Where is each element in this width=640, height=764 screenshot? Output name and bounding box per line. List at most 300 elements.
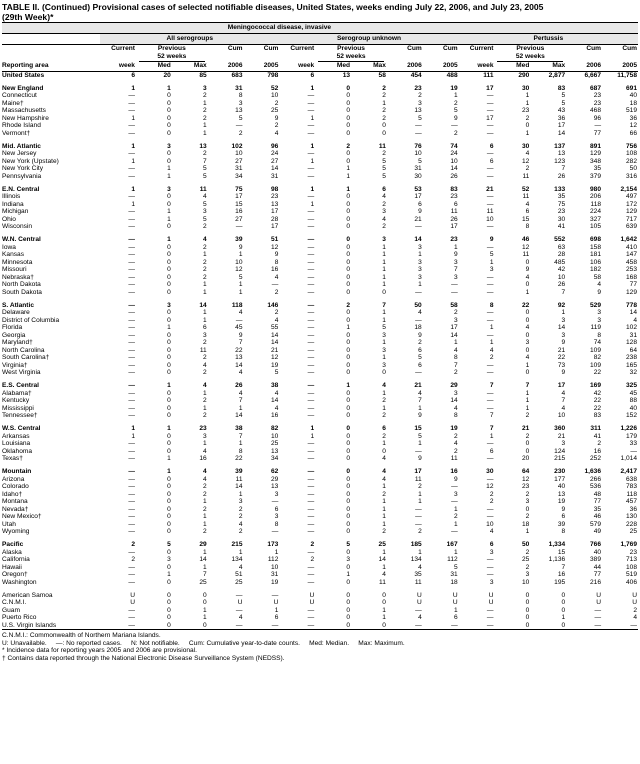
value-cell: 1 <box>382 266 386 273</box>
value-cell: 3 <box>561 331 566 339</box>
reporting-area-cell: New England <box>2 84 44 92</box>
footnotes <box>2 632 638 662</box>
region-row <box>2 85 638 93</box>
value-cell: 1 <box>382 316 386 324</box>
value-cell: 519 <box>625 571 637 578</box>
value-cell: 8 <box>274 258 279 266</box>
value-cell: 23 <box>557 208 566 215</box>
value-cell: 1 <box>346 185 351 193</box>
value-cell: 1 <box>418 498 422 505</box>
value-cell: 0 <box>167 578 171 586</box>
value-cell: 83 <box>557 84 566 92</box>
value-cell: 2 <box>633 606 637 614</box>
value-cell: 13 <box>557 150 566 157</box>
value-cell: 42 <box>593 389 602 397</box>
value-cell: 4 <box>382 455 386 462</box>
value-cell: 17 <box>486 84 494 92</box>
value-cell: — <box>307 404 315 412</box>
value-cell: 27 <box>235 157 243 165</box>
value-cell: 1 <box>525 92 530 99</box>
value-cell: 4 <box>203 236 207 243</box>
value-cell: 14 <box>271 331 279 339</box>
value-cell: 2 <box>382 412 386 419</box>
value-cell: 2 <box>525 165 530 172</box>
value-cell: 8 <box>453 412 458 419</box>
value-cell: 165 <box>625 361 637 369</box>
value-cell: 11,758 <box>617 71 637 79</box>
disease-table <box>2 22 638 630</box>
super-header: Meningococcal disease, invasive <box>100 23 459 34</box>
value-cell: 0 <box>525 346 530 354</box>
value-cell: 11 <box>450 455 458 462</box>
value-cell: 75 <box>557 200 566 208</box>
value-cell: 0 <box>346 548 351 556</box>
value-cell: — <box>415 505 422 513</box>
value-cell: 2 <box>346 301 351 309</box>
value-cell: 0 <box>346 84 351 92</box>
value-cell: 0 <box>346 520 351 528</box>
value-cell: 52 <box>522 185 530 193</box>
reporting-area-cell: Montana <box>2 498 28 505</box>
value-cell: 158 <box>590 243 602 251</box>
reporting-area-cell: Iowa <box>2 243 16 251</box>
value-cell: 1 <box>382 99 386 107</box>
value-cell: 38 <box>271 382 279 389</box>
value-cell: 51 <box>235 571 243 578</box>
table-row <box>2 216 638 224</box>
value-cell: 0 <box>167 157 171 165</box>
value-cell: — <box>279 622 315 630</box>
value-cell: 0 <box>346 455 351 462</box>
value-cell: 23 <box>414 84 422 92</box>
hdr-col-14: 2006 <box>566 62 602 72</box>
value-cell: 9 <box>453 114 458 122</box>
value-cell: 62 <box>271 468 279 475</box>
value-cell: 0 <box>525 309 530 316</box>
value-cell: 5 <box>418 354 422 361</box>
value-cell: 1 <box>203 99 207 107</box>
value-cell: 5 <box>382 165 386 172</box>
value-cell: 7 <box>238 432 243 440</box>
value-cell: 1 <box>310 425 315 432</box>
value-cell: 2 <box>525 548 530 556</box>
hdr-col-9: 2006 <box>387 62 423 72</box>
value-cell: — <box>566 622 602 630</box>
value-cell: 16 <box>450 468 458 475</box>
value-cell: — <box>128 505 135 513</box>
value-cell: 2 <box>203 397 207 404</box>
value-cell: 15 <box>414 425 422 432</box>
value-cell: 83 <box>450 185 458 193</box>
value-cell: 1 <box>131 142 135 150</box>
table-row <box>2 259 638 267</box>
reporting-area-cell: Wisconsin <box>2 223 33 230</box>
value-cell: — <box>307 369 315 376</box>
value-cell: 2 <box>453 369 458 376</box>
table-row <box>2 521 638 529</box>
value-cell: 0 <box>525 258 530 266</box>
value-cell: 19 <box>271 578 279 586</box>
value-cell: 468 <box>590 107 602 114</box>
value-cell: 1 <box>382 548 386 556</box>
value-cell: 58 <box>378 71 386 79</box>
value-cell: 552 <box>554 236 566 243</box>
value-cell: 3 <box>489 548 494 556</box>
value-cell: 1 <box>203 606 207 614</box>
value-cell: 35 <box>414 571 422 578</box>
value-cell: 0 <box>167 251 171 258</box>
value-cell: 379 <box>590 172 602 180</box>
table-row <box>2 281 638 289</box>
value-cell: — <box>235 591 243 599</box>
value-cell: — <box>486 223 494 230</box>
value-cell: 10 <box>271 563 279 571</box>
table-row <box>2 397 638 405</box>
value-cell: 4 <box>203 193 207 200</box>
value-cell: 169 <box>590 382 602 389</box>
value-cell: — <box>128 107 135 114</box>
value-cell: — <box>128 346 135 354</box>
reporting-area-cell: Delaware <box>2 309 30 316</box>
reporting-area-cell: Guam <box>2 606 20 614</box>
value-cell: 579 <box>590 520 602 528</box>
value-cell: 33 <box>629 440 637 447</box>
value-cell: — <box>128 251 135 258</box>
value-cell: 17 <box>557 382 566 389</box>
value-cell: 1 <box>167 172 171 180</box>
value-cell: 891 <box>590 142 602 150</box>
value-cell: 0 <box>525 591 530 599</box>
value-cell: 11 <box>235 475 243 483</box>
value-cell: 0 <box>525 316 530 324</box>
value-cell: 11 <box>450 208 458 215</box>
value-cell: 18 <box>522 520 530 528</box>
value-cell: — <box>307 301 315 309</box>
value-cell: — <box>271 281 279 288</box>
value-cell: 3 <box>489 266 494 273</box>
value-cell: 0 <box>346 447 351 455</box>
table-row <box>2 571 638 579</box>
value-cell: 2 <box>382 528 386 535</box>
value-cell: 19 <box>557 498 566 505</box>
value-cell: 0 <box>167 193 171 200</box>
table-row <box>2 483 638 491</box>
value-cell: 215 <box>231 541 243 548</box>
value-cell: — <box>486 563 494 571</box>
value-cell: 6 <box>418 361 422 369</box>
value-cell: 88 <box>629 397 637 404</box>
value-cell: 0 <box>382 599 386 606</box>
value-cell: — <box>307 483 315 490</box>
value-cell: 0 <box>346 193 351 200</box>
value-cell: 134 <box>231 556 243 563</box>
hdr-cum: Cum <box>263 45 279 53</box>
reporting-area-cell: Indiana <box>2 200 24 208</box>
value-cell: 1 <box>382 389 386 397</box>
value-cell: 1 <box>382 339 386 346</box>
value-cell: 2 <box>274 309 279 316</box>
value-cell: 22 <box>522 301 530 309</box>
value-cell: 529 <box>590 301 602 309</box>
value-cell: 3 <box>561 316 566 324</box>
value-cell: 2 <box>382 432 386 440</box>
value-cell: 21 <box>271 346 279 354</box>
value-cell: 4 <box>489 346 494 354</box>
value-cell: 0 <box>525 614 530 621</box>
reporting-area-cell: Virginia† <box>2 361 28 369</box>
value-cell: 3 <box>418 266 422 273</box>
value-cell: 36 <box>557 114 566 122</box>
value-cell: 21 <box>557 432 566 440</box>
value-cell: 5 <box>418 432 422 440</box>
value-cell: 25 <box>629 528 637 535</box>
reporting-area-cell: Pacific <box>2 541 24 548</box>
table-row <box>2 158 638 166</box>
table-row <box>2 448 638 456</box>
reporting-area-cell: South Carolina† <box>2 354 50 361</box>
value-cell: — <box>486 129 494 137</box>
value-cell: 14 <box>629 309 637 316</box>
value-cell: 38 <box>235 425 243 432</box>
value-cell: 4 <box>561 389 566 397</box>
value-cell: 0 <box>167 397 171 404</box>
value-cell: 1 <box>310 157 315 165</box>
value-cell: — <box>128 361 135 369</box>
value-cell: 1 <box>382 505 386 513</box>
value-cell: 2 <box>453 513 458 520</box>
value-cell: 2 <box>453 309 458 316</box>
value-cell: 2 <box>203 505 207 513</box>
value-cell: 3 <box>238 99 243 107</box>
value-cell: 2 <box>274 122 279 129</box>
table-row <box>2 622 638 630</box>
value-cell: 0 <box>346 591 351 599</box>
value-cell: 0 <box>167 513 171 520</box>
value-cell: 10 <box>486 215 494 223</box>
value-cell: — <box>128 404 135 412</box>
value-cell: 717 <box>625 215 637 223</box>
value-cell: 0 <box>346 339 351 346</box>
value-cell: 31 <box>414 165 422 172</box>
value-cell: 31 <box>235 84 243 92</box>
table-row <box>2 289 638 297</box>
value-cell: 5 <box>453 107 458 114</box>
value-cell: — <box>307 99 315 107</box>
value-cell: 0 <box>346 150 351 157</box>
reporting-area-cell: Louisiana <box>2 440 31 447</box>
value-cell: 98 <box>271 185 279 193</box>
value-cell: U <box>273 599 279 606</box>
value-cell: 29 <box>199 541 207 548</box>
value-cell: 1 <box>418 251 422 258</box>
value-cell: 0 <box>346 369 351 376</box>
reporting-area-cell: Idaho† <box>2 490 23 498</box>
value-cell: 2 <box>274 288 279 296</box>
reporting-area-cell: Minnesota <box>2 258 33 266</box>
value-cell: 23 <box>522 483 530 490</box>
value-cell: 0 <box>167 129 171 137</box>
value-cell: 2 <box>131 541 135 548</box>
hdr-col-3: Max <box>172 62 208 72</box>
value-cell: 0 <box>167 339 171 346</box>
value-cell: 1 <box>418 490 422 498</box>
table-row <box>2 491 638 499</box>
value-cell: 485 <box>554 258 566 266</box>
reporting-area-cell: Washington <box>2 578 37 586</box>
value-cell: 4 <box>453 404 458 412</box>
value-cell: 3 <box>418 243 422 251</box>
value-cell: 0 <box>346 498 351 505</box>
value-cell: — <box>415 223 422 230</box>
value-cell: 11 <box>378 142 386 150</box>
value-cell: 3 <box>203 432 207 440</box>
value-cell: 0 <box>346 288 351 296</box>
value-cell: 1,769 <box>620 541 637 548</box>
value-cell: 11 <box>414 475 422 483</box>
value-cell: 14 <box>271 397 279 404</box>
hdr-col-6: week <box>279 62 315 72</box>
value-cell: 111 <box>483 71 494 79</box>
value-cell: — <box>486 614 494 621</box>
value-cell: 4 <box>238 369 243 376</box>
value-cell: 1 <box>131 425 135 432</box>
value-cell: 7 <box>561 397 566 404</box>
value-cell: 0 <box>346 412 351 419</box>
value-cell: 18 <box>629 99 637 107</box>
value-cell: — <box>128 193 135 200</box>
value-cell: 4 <box>274 316 279 324</box>
reporting-area-cell: Mid. Atlantic <box>2 142 41 150</box>
value-cell: 2 <box>418 483 422 490</box>
table-row <box>2 564 638 572</box>
value-cell: 5 <box>382 157 386 165</box>
value-cell: 1 <box>525 129 530 137</box>
value-cell: — <box>307 273 315 281</box>
table-row <box>2 476 638 484</box>
table-row <box>2 100 638 108</box>
value-cell: — <box>128 354 135 361</box>
value-cell: 102 <box>625 324 637 331</box>
value-cell: — <box>602 622 638 630</box>
value-cell: 1 <box>382 483 386 490</box>
value-cell: 290 <box>518 71 530 79</box>
value-cell: — <box>128 165 135 172</box>
value-cell: — <box>128 273 135 281</box>
value-cell: 8 <box>489 301 494 309</box>
value-cell: 0 <box>167 288 171 296</box>
value-cell: — <box>244 622 280 630</box>
value-cell: 4 <box>274 273 279 281</box>
value-cell: 3 <box>382 208 386 215</box>
reporting-area-cell: Nevada† <box>2 505 29 513</box>
reporting-area-cell: Arkansas <box>2 432 30 440</box>
value-cell: 9 <box>489 236 494 243</box>
value-cell: 7 <box>561 288 566 296</box>
value-cell: 96 <box>593 114 602 122</box>
table-row <box>2 579 638 587</box>
value-cell: — <box>486 513 494 520</box>
reporting-area-cell: West Virginia <box>2 369 41 376</box>
value-cell: 3 <box>274 513 279 520</box>
value-cell: 44 <box>593 563 602 571</box>
value-cell: 12 <box>522 243 530 251</box>
value-cell: 8 <box>597 331 602 339</box>
value-cell: U <box>488 591 494 599</box>
reporting-area-cell: Utah <box>2 520 16 528</box>
value-cell: 713 <box>625 556 637 563</box>
value-cell: — <box>307 92 315 99</box>
value-cell: — <box>307 490 315 498</box>
value-cell: 6 <box>310 71 315 79</box>
value-cell: 0 <box>346 404 351 412</box>
value-cell: 4 <box>525 200 530 208</box>
value-cell: 50 <box>629 165 637 172</box>
value-cell: 17 <box>271 208 279 215</box>
value-cell: 4 <box>525 273 530 281</box>
value-cell: 8 <box>274 520 279 528</box>
reporting-area-cell: Wyoming <box>2 528 30 535</box>
value-cell: 10 <box>414 150 422 157</box>
value-cell: 215 <box>554 455 566 462</box>
value-cell: 11 <box>414 578 422 586</box>
value-cell: 7 <box>238 339 243 346</box>
value-cell: — <box>307 606 315 614</box>
value-cell: 0 <box>167 483 171 490</box>
value-cell: 14 <box>557 324 566 331</box>
reporting-area-cell: Texas† <box>2 455 23 462</box>
reporting-area-cell: Maryland† <box>2 339 33 346</box>
reporting-area-cell: Connecticut <box>2 92 37 99</box>
value-cell: — <box>307 266 315 273</box>
value-cell: 3 <box>382 346 386 354</box>
value-cell: 85 <box>199 71 207 79</box>
value-cell: 21 <box>557 346 566 354</box>
reporting-area-cell: W.N. Central <box>2 236 41 243</box>
value-cell: 488 <box>446 71 458 79</box>
value-cell: 2 <box>382 114 386 122</box>
value-cell: 1 <box>238 251 243 258</box>
value-cell: 1 <box>489 258 494 266</box>
value-cell: 1 <box>203 440 207 447</box>
value-cell: 0 <box>346 99 351 107</box>
hdr-col-1: week <box>100 62 136 72</box>
value-cell: 5 <box>203 215 207 223</box>
value-cell: 1 <box>310 114 315 122</box>
value-cell: 3 <box>382 331 386 339</box>
value-cell: 26 <box>557 281 566 288</box>
value-cell: U <box>632 591 637 599</box>
value-cell: 0 <box>346 223 351 230</box>
value-cell: 2 <box>525 412 530 419</box>
value-cell: 638 <box>625 475 637 483</box>
value-cell: 4 <box>453 440 458 447</box>
reporting-area-cell: United States <box>2 71 45 79</box>
reporting-area-cell: Ohio <box>2 215 16 223</box>
value-cell: 0 <box>346 273 351 281</box>
value-cell: 10 <box>557 273 566 281</box>
hdr-col-11: week <box>459 62 495 72</box>
value-cell: 14 <box>235 361 243 369</box>
value-cell: 22 <box>593 369 602 376</box>
value-cell: 5 <box>238 114 243 122</box>
value-cell: 1 <box>238 440 243 447</box>
value-cell: 4 <box>453 346 458 354</box>
value-cell: 0 <box>346 483 351 490</box>
value-cell: U <box>416 599 422 606</box>
value-cell: 0 <box>167 92 171 99</box>
value-cell: — <box>307 412 315 419</box>
value-cell: 0 <box>167 200 171 208</box>
